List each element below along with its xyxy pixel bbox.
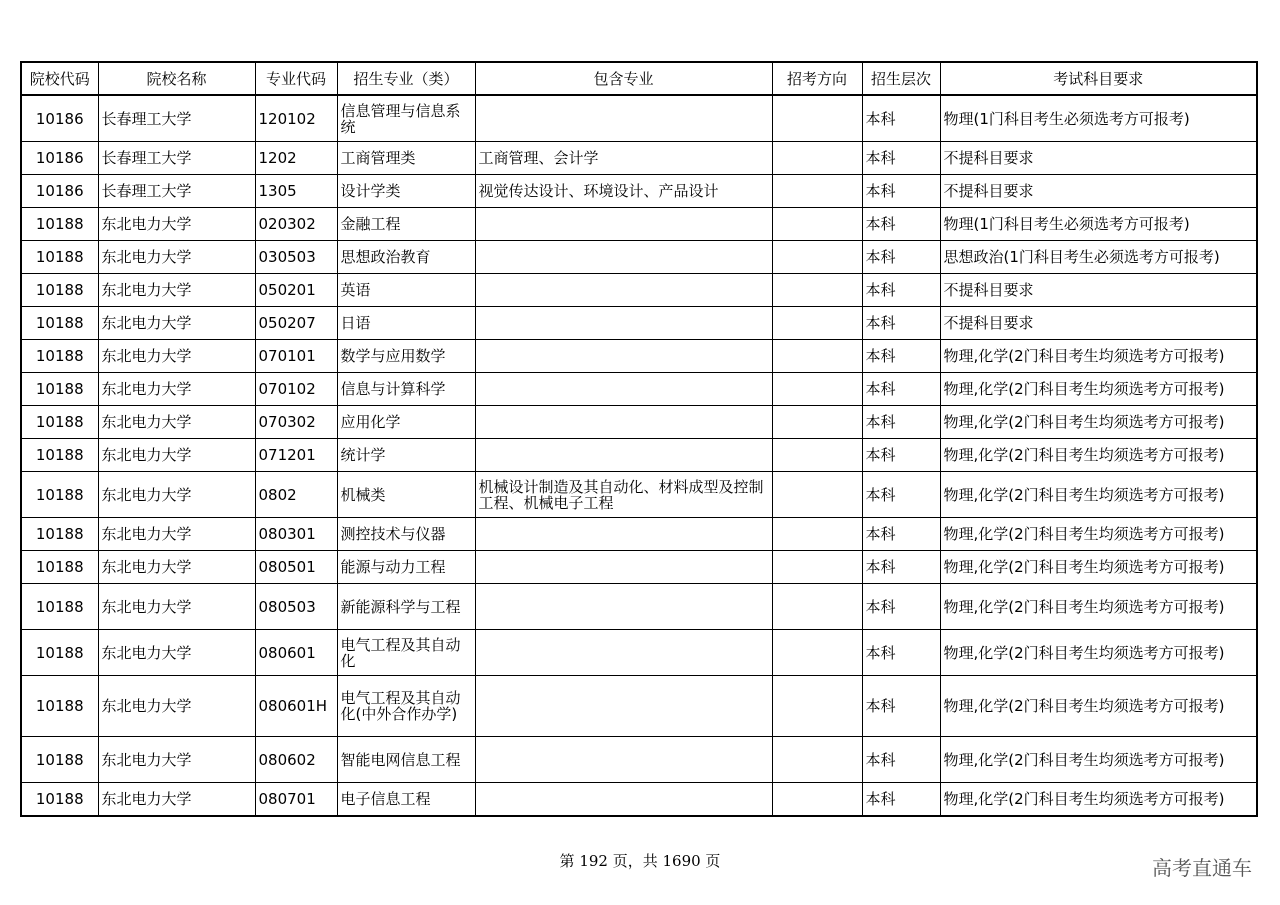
cell-includes: 机械设计制造及其自动化、材料成型及控制工程、机械电子工程 [475,472,772,518]
cell-major-code: 080301 [255,518,337,551]
cell-school-name: 东北电力大学 [98,406,255,439]
cell-direction [772,783,862,817]
header-school-code: 院校代码 [21,62,98,95]
cell-school-code: 10188 [21,737,98,783]
cell-includes [475,274,772,307]
cell-requirements: 物理,化学(2门科目考生均须选考方可报考) [940,630,1257,676]
cell-level: 本科 [862,274,940,307]
cell-includes [475,630,772,676]
cell-requirements: 物理,化学(2门科目考生均须选考方可报考) [940,737,1257,783]
cell-direction [772,676,862,737]
cell-includes: 视觉传达设计、环境设计、产品设计 [475,175,772,208]
cell-level: 本科 [862,307,940,340]
cell-direction [772,373,862,406]
table-row [21,783,1257,817]
cell-school-name: 东北电力大学 [98,551,255,584]
cell-direction [772,630,862,676]
table-row [21,472,1257,518]
cell-direction [772,175,862,208]
cell-major-code: 070102 [255,373,337,406]
cell-level: 本科 [862,208,940,241]
cell-school-name: 东北电力大学 [98,208,255,241]
cell-school-code: 10186 [21,175,98,208]
cell-major-code: 020302 [255,208,337,241]
header-major-code: 专业代码 [255,62,337,95]
header-school-name: 院校名称 [98,62,255,95]
cell-major-code: 0802 [255,472,337,518]
cell-includes [475,340,772,373]
header-major: 招生专业（类） [337,62,475,95]
cell-major: 统计学 [337,439,475,472]
cell-major-code: 050207 [255,307,337,340]
cell-major: 思想政治教育 [337,241,475,274]
table-row [21,95,1257,142]
cell-school-code: 10188 [21,241,98,274]
cell-major: 金融工程 [337,208,475,241]
cell-major-code: 070101 [255,340,337,373]
cell-direction [772,406,862,439]
cell-school-code: 10186 [21,142,98,175]
cell-major: 新能源科学与工程 [337,584,475,630]
cell-school-name: 东北电力大学 [98,584,255,630]
cell-level: 本科 [862,142,940,175]
cell-requirements: 物理(1门科目考生必须选考方可报考) [940,95,1257,142]
cell-school-code: 10188 [21,518,98,551]
cell-school-code: 10188 [21,406,98,439]
table-row [21,241,1257,274]
cell-requirements: 物理,化学(2门科目考生均须选考方可报考) [940,373,1257,406]
cell-major: 信息管理与信息系统 [337,95,475,142]
header-requirements: 考试科目要求 [940,62,1257,95]
cell-major: 信息与计算科学 [337,373,475,406]
cell-major: 日语 [337,307,475,340]
cell-requirements: 物理,化学(2门科目考生均须选考方可报考) [940,676,1257,737]
cell-direction [772,439,862,472]
cell-level: 本科 [862,551,940,584]
cell-major: 能源与动力工程 [337,551,475,584]
cell-school-name: 东北电力大学 [98,518,255,551]
cell-major-code: 080501 [255,551,337,584]
cell-level: 本科 [862,340,940,373]
cell-school-code: 10188 [21,340,98,373]
cell-level: 本科 [862,406,940,439]
cell-requirements: 物理,化学(2门科目考生均须选考方可报考) [940,439,1257,472]
cell-level: 本科 [862,373,940,406]
cell-school-name: 东北电力大学 [98,783,255,817]
cell-direction [772,95,862,142]
cell-school-name: 东北电力大学 [98,307,255,340]
cell-requirements: 思想政治(1门科目考生必须选考方可报考) [940,241,1257,274]
cell-major-code: 080601 [255,630,337,676]
cell-direction [772,472,862,518]
cell-includes [475,95,772,142]
cell-school-name: 长春理工大学 [98,142,255,175]
cell-school-name: 东北电力大学 [98,241,255,274]
cell-requirements: 物理,化学(2门科目考生均须选考方可报考) [940,584,1257,630]
cell-school-name: 东北电力大学 [98,676,255,737]
cell-level: 本科 [862,584,940,630]
cell-school-code: 10188 [21,274,98,307]
cell-school-name: 东北电力大学 [98,472,255,518]
cell-major: 工商管理类 [337,142,475,175]
table-row [21,340,1257,373]
cell-level: 本科 [862,518,940,551]
table-row [21,142,1257,175]
cell-direction [772,551,862,584]
cell-requirements: 不提科目要求 [940,307,1257,340]
cell-requirements: 物理,化学(2门科目考生均须选考方可报考) [940,783,1257,817]
cell-major: 机械类 [337,472,475,518]
table-row [21,439,1257,472]
table-row [21,175,1257,208]
cell-includes [475,208,772,241]
admission-table [20,61,1258,817]
cell-major-code: 120102 [255,95,337,142]
cell-direction [772,241,862,274]
cell-level: 本科 [862,676,940,737]
cell-requirements: 不提科目要求 [940,142,1257,175]
cell-direction [772,307,862,340]
cell-school-name: 东北电力大学 [98,340,255,373]
cell-includes [475,241,772,274]
table-row [21,737,1257,783]
cell-level: 本科 [862,95,940,142]
cell-includes [475,676,772,737]
cell-requirements: 不提科目要求 [940,274,1257,307]
cell-major-code: 080701 [255,783,337,817]
cell-major: 电气工程及其自动化(中外合作办学) [337,676,475,737]
cell-major: 电气工程及其自动化 [337,630,475,676]
table-row [21,406,1257,439]
cell-requirements: 物理,化学(2门科目考生均须选考方可报考) [940,340,1257,373]
cell-school-code: 10188 [21,783,98,817]
cell-major: 电子信息工程 [337,783,475,817]
header-level: 招生层次 [862,62,940,95]
cell-school-name: 东北电力大学 [98,439,255,472]
table-row [21,518,1257,551]
cell-includes [475,737,772,783]
table-row [21,584,1257,630]
cell-level: 本科 [862,241,940,274]
cell-includes [475,406,772,439]
cell-major: 数学与应用数学 [337,340,475,373]
cell-school-name: 东北电力大学 [98,737,255,783]
cell-direction [772,340,862,373]
cell-major-code: 030503 [255,241,337,274]
cell-major-code: 1305 [255,175,337,208]
cell-direction [772,208,862,241]
cell-school-name: 东北电力大学 [98,630,255,676]
cell-direction [772,142,862,175]
cell-requirements: 物理(1门科目考生必须选考方可报考) [940,208,1257,241]
cell-requirements: 不提科目要求 [940,175,1257,208]
cell-direction [772,274,862,307]
table-row [21,373,1257,406]
table-row [21,208,1257,241]
cell-includes [475,783,772,817]
watermark: 高考直通车 [1152,856,1252,880]
table-row [21,630,1257,676]
cell-direction [772,737,862,783]
table-row [21,676,1257,737]
cell-major-code: 070302 [255,406,337,439]
cell-school-code: 10188 [21,472,98,518]
cell-includes [475,373,772,406]
page-number: 第 192 页，共 1690 页 [559,852,721,870]
cell-requirements: 物理,化学(2门科目考生均须选考方可报考) [940,472,1257,518]
cell-direction [772,584,862,630]
cell-school-code: 10186 [21,95,98,142]
cell-major-code: 080601H [255,676,337,737]
cell-level: 本科 [862,783,940,817]
table-row [21,307,1257,340]
cell-major-code: 071201 [255,439,337,472]
cell-school-code: 10188 [21,307,98,340]
cell-major-code: 080602 [255,737,337,783]
cell-major: 英语 [337,274,475,307]
cell-major-code: 050201 [255,274,337,307]
table-row [21,551,1257,584]
cell-level: 本科 [862,439,940,472]
cell-school-code: 10188 [21,551,98,584]
cell-school-name: 东北电力大学 [98,373,255,406]
cell-school-name: 长春理工大学 [98,175,255,208]
cell-includes: 工商管理、会计学 [475,142,772,175]
cell-includes [475,584,772,630]
cell-school-code: 10188 [21,373,98,406]
cell-school-code: 10188 [21,630,98,676]
cell-school-code: 10188 [21,439,98,472]
cell-school-code: 10188 [21,676,98,737]
cell-major: 测控技术与仪器 [337,518,475,551]
cell-school-code: 10188 [21,584,98,630]
cell-includes [475,518,772,551]
cell-level: 本科 [862,737,940,783]
cell-level: 本科 [862,630,940,676]
cell-major: 应用化学 [337,406,475,439]
cell-major-code: 1202 [255,142,337,175]
cell-major: 设计学类 [337,175,475,208]
cell-major: 智能电网信息工程 [337,737,475,783]
cell-level: 本科 [862,175,940,208]
header-direction: 招考方向 [772,62,862,95]
cell-direction [772,518,862,551]
cell-includes [475,439,772,472]
cell-major-code: 080503 [255,584,337,630]
cell-school-name: 长春理工大学 [98,95,255,142]
cell-level: 本科 [862,472,940,518]
cell-school-code: 10188 [21,208,98,241]
cell-school-name: 东北电力大学 [98,274,255,307]
cell-requirements: 物理,化学(2门科目考生均须选考方可报考) [940,551,1257,584]
cell-includes [475,307,772,340]
cell-requirements: 物理,化学(2门科目考生均须选考方可报考) [940,406,1257,439]
header-includes: 包含专业 [475,62,772,95]
header-row [21,62,1257,95]
cell-includes [475,551,772,584]
table-row [21,274,1257,307]
cell-requirements: 物理,化学(2门科目考生均须选考方可报考) [940,518,1257,551]
